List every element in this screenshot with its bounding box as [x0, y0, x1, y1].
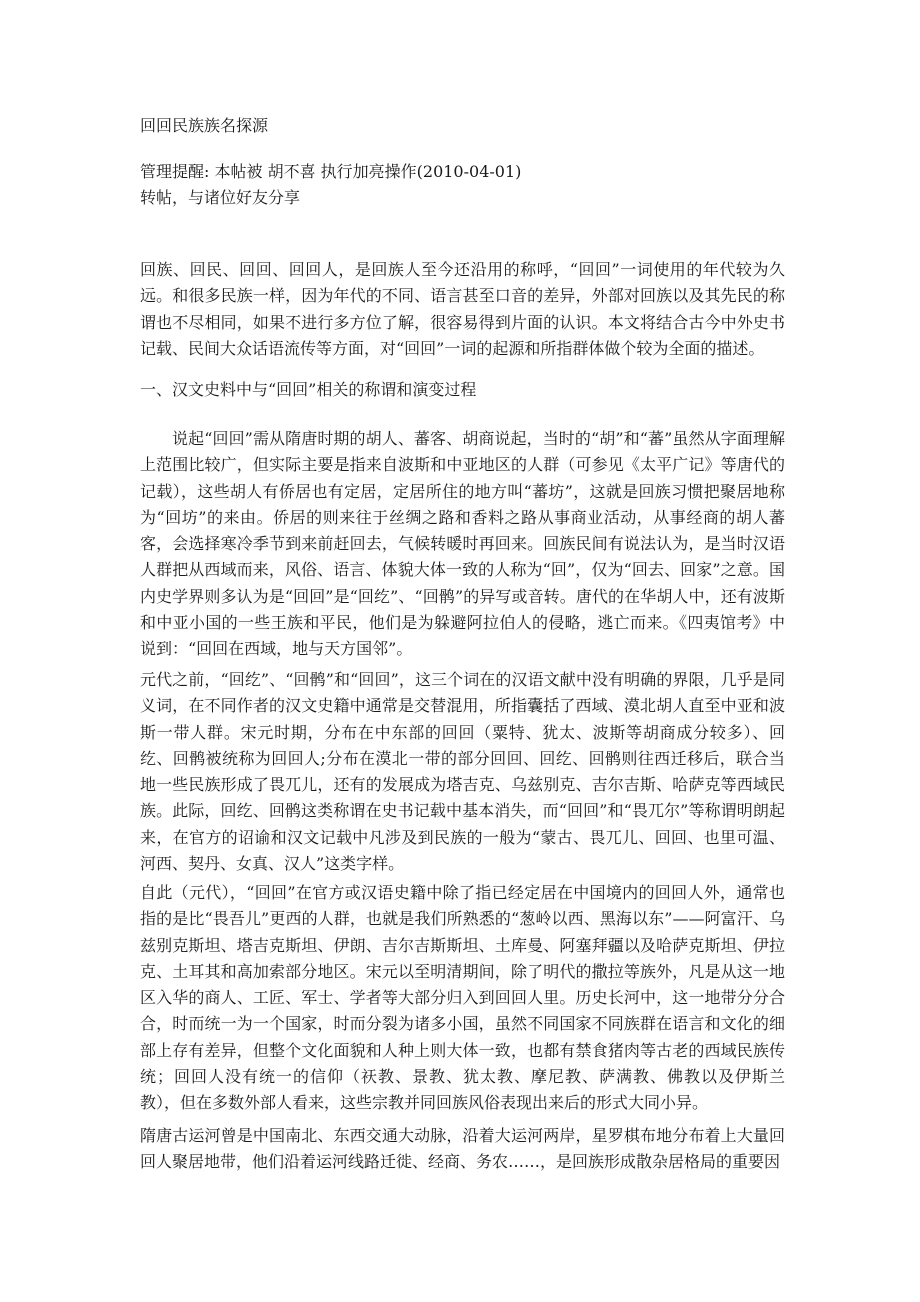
paragraph-4: 隋唐古运河曾是中国南北、东西交通大动脉，沿着大运河两岸，星罗棋布地分布着上大量回回人聚居地带，他们沿着运河线路迁徙、经商、务农……，是回族形成散杂居格局的重要因 — [140, 1126, 785, 1172]
intro-paragraph: 回族、回民、回回、回回人，是回族人至今还沿用的称呼，“回回”一词使用的年代较为久远。和很多民族一样，因为年代的不同、语言甚至口音的差异，外部对回族以及其先民的称谓也不尽相同，如果不进行多方位了解，很容易得到片面的认识。本文将结合古今中外史书记载、民间大众话语流传等方面，对“回回”一词的起源和所指群体做个较为全面的描述。 — [140, 260, 785, 358]
paragraph-3: 自此（元代），“回回”在官方或汉语史籍中除了指已经定居在中国境内的回回人外，通常也指的是比“畏吾儿”更西的人群，也就是我们所熟悉的“葱岭以西、黑海以东”——阿富汗、乌兹别克斯坦、塔吉克斯坦、伊朗、吉尔吉斯斯坦、土库曼、阿塞拜疆以及哈萨克斯坦、伊拉克、土耳其和高加索部分地区。宋元以至明清期间，除了明代的撒拉等族外，凡是从这一地区入华的商人、工匠、军士、学者等大部分归入到回回人里。历史长河中，这一地带分分合合，时而统一为一个国家，时而分裂为诸多小国，虽然不同国家不同族群在语言和文化的细部上存有差异，但整个文化面貌和人种上则大体一致，也都有禁食猪肉等古老的西域民族传统；回回人没有统一的信仰（祆教、景教、犹太教、摩尼教、萨满教、佛教以及伊斯兰教），但在多数外部人看来，这些宗教并同回族风俗表现出来后的形式大同小异。 — [140, 883, 785, 1113]
repost-note: 转帖，与诸位好友分享 — [140, 188, 301, 207]
section-heading: 一、汉文史料中与“回回”相关的称谓和演变过程 — [140, 380, 477, 399]
paragraph-2: 元代之前，“回纥”、“回鹘”和“回回”，这三个词在的汉语文献中没有明确的界限，几乎是同义词，在不同作者的汉文史籍中通常是交替混用，所指囊括了西域、漠北胡人直至中亚和波斯一带人群。宋元时期，分布在中东部的回回（粟特、犹太、波斯等胡商成分较多）、回纥、回鹘被统称为回回人;分布在漠北一带的部分回回、回纥、回鹘则往西迁移后，联合当地一些民族形成了畏兀儿，还有的发展成为塔吉克、乌兹别克、吉尔吉斯、哈萨克等西域民族。此际，回纥、回鹘这类称谓在史书记载中基本消失，而“回回”和“畏兀尔”等称谓明朗起来，在官方的诏谕和汉文记载中凡涉及到民族的一般为“蒙古、畏兀儿、回回、也里可温、河西、契丹、女真、汉人”这类字样。 — [140, 670, 785, 874]
paragraph-1: 说起“回回”需从隋唐时期的胡人、蕃客、胡商说起，当时的“胡”和“蕃”虽然从字面理解上范围比较广，但实际主要是指来自波斯和中亚地区的人群（可参见《太平广记》等唐代的记载），这些胡人有侨居也有定居，定居所住的地方叫“蕃坊”，这就是回族习惯把聚居地称为“回坊”的来由。侨居的则来往于丝绸之路和香料之路从事商业活动，从事经商的胡人蕃客，会选择寒冷季节到来前赶回去，气候转暖时再回来。回族民间有说法认为，是当时汉语人群把从西域而来，风俗、语言、体貌大体一致的人称为“回”，仅为“回去、回家”之意。国内史学界则多认为是“回回”是“回纥”、“回鹘”的异写或音转。唐代的在华胡人中，还有波斯和中亚小国的一些王族和平民，他们是为躲避阿拉伯人的侵略，逃亡而来。《四夷馆考》中说到：“回回在西域，地与天方国邻”。 — [140, 429, 785, 659]
document-title: 回回民族族名探源 — [140, 116, 269, 135]
admin-notice: 管理提醒: 本帖被 胡不喜 执行加亮操作(2010-04-01) — [140, 162, 522, 181]
